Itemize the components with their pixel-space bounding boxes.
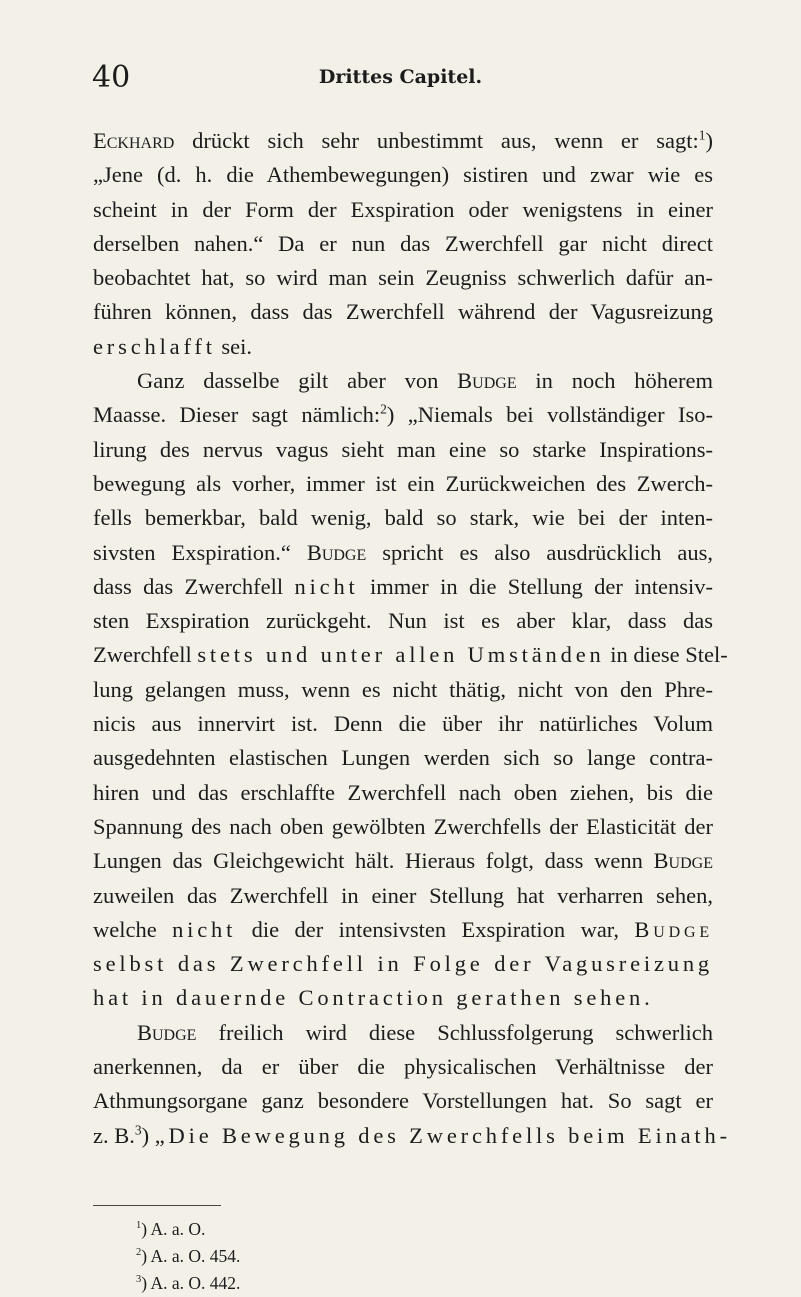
- text-line: hat in dauernde Contraction gerathen sehen.: [93, 985, 654, 1011]
- text-line: Spannung des nach oben gewölbten Zwerchfells der Elasticität der: [93, 813, 713, 839]
- text-line: Eckhard drückt sich sehr unbestimmt aus, wenn er sagt:$^1$): [93, 127, 713, 153]
- text-line: führen können, dass das Zwerchfell während der Vagusreizung: [93, 299, 713, 325]
- footnote: $^1$) A. a. O.: [136, 1219, 206, 1239]
- text-line: z. B.$^3$) „Die Bewegung des Zwerchfells beim Einath-: [93, 1122, 731, 1148]
- text-line: lirung des nervus vagus sieht man eine so starke Inspirations-: [93, 436, 713, 462]
- footnote-divider: [93, 1205, 221, 1206]
- emphasis: „Die Bewegung des Zwerchfells beim Einath-: [154, 1122, 731, 1148]
- text-line: Maasse. Dieser sagt nämlich:$^2$) „Niemals bei vollständiger Iso-: [93, 401, 714, 428]
- text-line: nicis aus innervirt ist. Denn die über ihr natürliches Volum: [93, 711, 713, 737]
- text-line: hiren und das erschlaffte Zwerchfell nach oben ziehen, bis die: [93, 779, 713, 805]
- body-text: [93, 124, 731, 1153]
- footnote-ref: 3: [134, 1122, 142, 1138]
- text-line: welche nicht die der intensivsten Exspiration war, Budge: [93, 916, 713, 942]
- text-line: beobachtet hat, so wird man sein Zeugniss schwerlich dafür an-: [93, 265, 713, 291]
- text-line: ausgedehnten elastischen Lungen werden sich so lange contra-: [93, 745, 713, 771]
- footnote-ref: 2: [380, 401, 387, 417]
- emphasis: nicht: [172, 916, 237, 942]
- emphasis: stets und unter allen Umständen: [197, 642, 605, 668]
- text-line: selbst das Zwerchfell in Folge der Vagusreizung: [93, 951, 713, 977]
- page-header: [92, 58, 709, 98]
- text-line: dass das Zwerchfell nicht immer in die Stellung der intensiv-: [93, 573, 713, 599]
- author-name: Budge: [137, 1019, 197, 1045]
- text-line: erschlafft sei.: [93, 333, 253, 359]
- text-line: Zwerchfell stets und unter allen Umständen in diese Stel-: [93, 642, 728, 668]
- text-line: scheint in der Form der Exspiration oder wenigstens in einer: [93, 196, 713, 222]
- author-name: Budge: [634, 916, 713, 942]
- footnote-ref: 1: [698, 127, 706, 143]
- text-line: sten Exspiration zurückgeht. Nun ist es aber klar, dass das: [93, 608, 713, 634]
- author-name: Budge: [306, 539, 367, 565]
- page-number: 40: [92, 60, 131, 95]
- emphasis: erschlafft: [93, 333, 216, 359]
- text-line: fells bemerkbar, bald wenig, bald so stark, wie bei der inten-: [93, 505, 713, 531]
- text-line: zuweilen das Zwerchfell in einer Stellung hat verharren sehen,: [93, 882, 713, 908]
- footnote: $^2$) A. a. O. 454.: [136, 1246, 241, 1266]
- text-line: sivsten Exspiration.“ Budge spricht es also ausdrücklich aus,: [93, 539, 713, 565]
- author-name: Eckhard: [93, 128, 175, 153]
- footnotes: [136, 1216, 240, 1297]
- footnote: $^3$) A. a. O. 442.: [136, 1273, 241, 1293]
- running-head: Drittes Capitel.: [318, 66, 483, 88]
- text-line: derselben nahen.“ Da er nun das Zwerchfell gar nicht direct: [93, 230, 713, 256]
- text-line: Lungen das Gleichgewicht hält. Hieraus folgt, dass wenn Budge: [93, 848, 713, 874]
- emphasis: nicht: [294, 573, 359, 599]
- text-line: bewegung als vorher, immer ist ein Zurückweichen des Zwerch-: [93, 470, 713, 496]
- text-line: Ganz dasselbe gilt aber von Budge in noch höherem: [137, 368, 713, 394]
- text-line: Budge freilich wird diese Schlussfolgerung schwerlich: [137, 1019, 713, 1045]
- author-name: Budge: [653, 848, 713, 874]
- text-line: anerkennen, da er über die physicalischen Verhältnisse der: [93, 1054, 713, 1080]
- author-name: Budge: [457, 368, 517, 394]
- text-line: „Jene (d. h. die Athembewegungen) sistiren und zwar wie es: [93, 162, 713, 188]
- text-line: lung gelangen muss, wenn es nicht thätig, nicht von den Phre-: [93, 676, 713, 702]
- text-line: Athmungsorgane ganz besondere Vorstellungen hat. So sagt er: [93, 1088, 713, 1114]
